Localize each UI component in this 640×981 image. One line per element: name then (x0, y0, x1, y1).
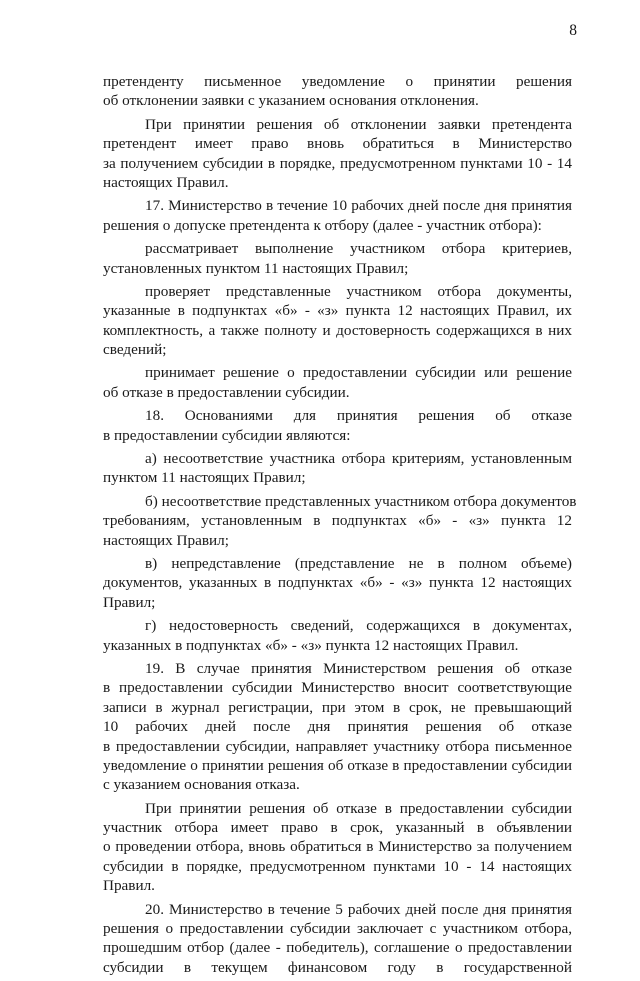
text-line: сведений; (103, 341, 167, 359)
text-line: 20. Министерство в течение 5 рабочих дней после дня принятия (145, 900, 572, 918)
text-line: 19. В случае принятия Министерством решения об отказе (145, 659, 572, 677)
paragraph (103, 449, 572, 488)
text-line: субсидии в текущем финансовом году в государственной (103, 958, 572, 976)
text-line: установленных пунктом 11 настоящих Правил; (103, 259, 409, 277)
paragraph (103, 616, 572, 655)
text-line: в) непредставление (представление не в полном объеме) (145, 554, 572, 572)
text-line: пунктом 11 настоящих Правил; (103, 469, 306, 487)
text-line: решения о допуске претендента к отбору (далее - участник отбора): (103, 216, 542, 234)
text-line: уведомление о принятии решения об отказе в предоставлении субсидии (103, 756, 572, 774)
text-line: 18. Основаниями для принятия решения об отказе (145, 407, 572, 425)
text-line: комплектность, а также полноту и достоверность содержащихся в них (103, 321, 572, 339)
text-line: в предоставлении субсидии, направляет участнику отбора письменное (103, 737, 572, 755)
paragraph (103, 363, 572, 402)
paragraph (103, 659, 572, 795)
paragraph (103, 72, 572, 111)
text-line: принимает решение о предоставлении субсидии или решение (145, 364, 572, 382)
text-line: решения о предоставлении субсидии заключает с участником отбора, (103, 920, 572, 938)
text-line: 10 рабочих дней после дня принятия решения об отказе (103, 718, 572, 736)
text-line: за получением субсидии в порядке, предусмотренном пунктами 10 - 14 (103, 154, 572, 172)
text-line: в предоставлении субсидии являются: (103, 426, 351, 444)
text-line: об отказе в предоставлении субсидии. (103, 383, 350, 401)
text-line: записи в журнал регистрации, при этом в срок, не превышающий (103, 698, 572, 716)
paragraph (103, 799, 572, 896)
text-line: прошедшим отбор (далее - победитель), соглашение о предоставлении (103, 939, 572, 957)
document-body (103, 72, 577, 981)
text-line: о проведении отбора, вновь обратиться в Министерство за получением (103, 838, 572, 856)
text-line: 17. Министерство в течение 10 рабочих дней после дня принятия (145, 197, 572, 215)
text-line: участник отбора имеет право в срок, указанный в объявлении (103, 819, 572, 837)
text-line: указанных в подпунктах «б» - «з» пункта 12 настоящих Правил. (103, 636, 519, 654)
paragraph (103, 900, 572, 978)
text-line: претендент имеет право вновь обратиться в Министерство (103, 135, 572, 153)
paragraph (103, 282, 572, 360)
text-line: рассматривает выполнение участником отбора критериев, (145, 240, 572, 258)
text-line: настоящих Правил; (103, 531, 229, 549)
page-number: 8 (569, 22, 577, 39)
text-line: субсидии в порядке, предусмотренном пунктами 10 - 14 настоящих (103, 857, 572, 875)
text-line: настоящих Правил. (103, 173, 229, 191)
text-line: документов, указанных в подпунктах «б» - «з» пункта 12 настоящих (103, 574, 572, 592)
text-line: с указанием основания отказа. (103, 776, 300, 794)
text-line: При принятии решения об отклонении заявки претендента (145, 115, 572, 133)
text-line: г) недостоверность сведений, содержащихся в документах, (145, 617, 572, 635)
text-line: Правил; (103, 593, 156, 611)
text-line: об отклонении заявки с указанием основания отклонения. (103, 92, 479, 110)
text-line: При принятии решения об отказе в предоставлении субсидии (145, 799, 572, 817)
paragraph (103, 115, 572, 193)
text-line: требованиям, установленным в подпунктах «б» - «з» пункта 12 (103, 512, 572, 530)
paragraph (103, 492, 577, 550)
paragraph (103, 196, 572, 235)
paragraph (103, 406, 572, 445)
paragraph (103, 239, 572, 278)
text-line: Правил. (103, 877, 155, 895)
text-line: а) несоответствие участника отбора критериям, установленным (145, 450, 572, 468)
text-line: б) несоответствие представленных участником отбора документов (145, 492, 577, 510)
paragraph (103, 554, 572, 612)
text-line: проверяет представленные участником отбора документы, (145, 282, 572, 300)
text-line: указанные в подпунктах «б» - «з» пункта 12 настоящих Правил, их (103, 302, 572, 320)
text-line: в предоставлении субсидии Министерство вносит соответствующие (103, 679, 572, 697)
text-line: претенденту письменное уведомление о принятии решения (103, 73, 572, 90)
